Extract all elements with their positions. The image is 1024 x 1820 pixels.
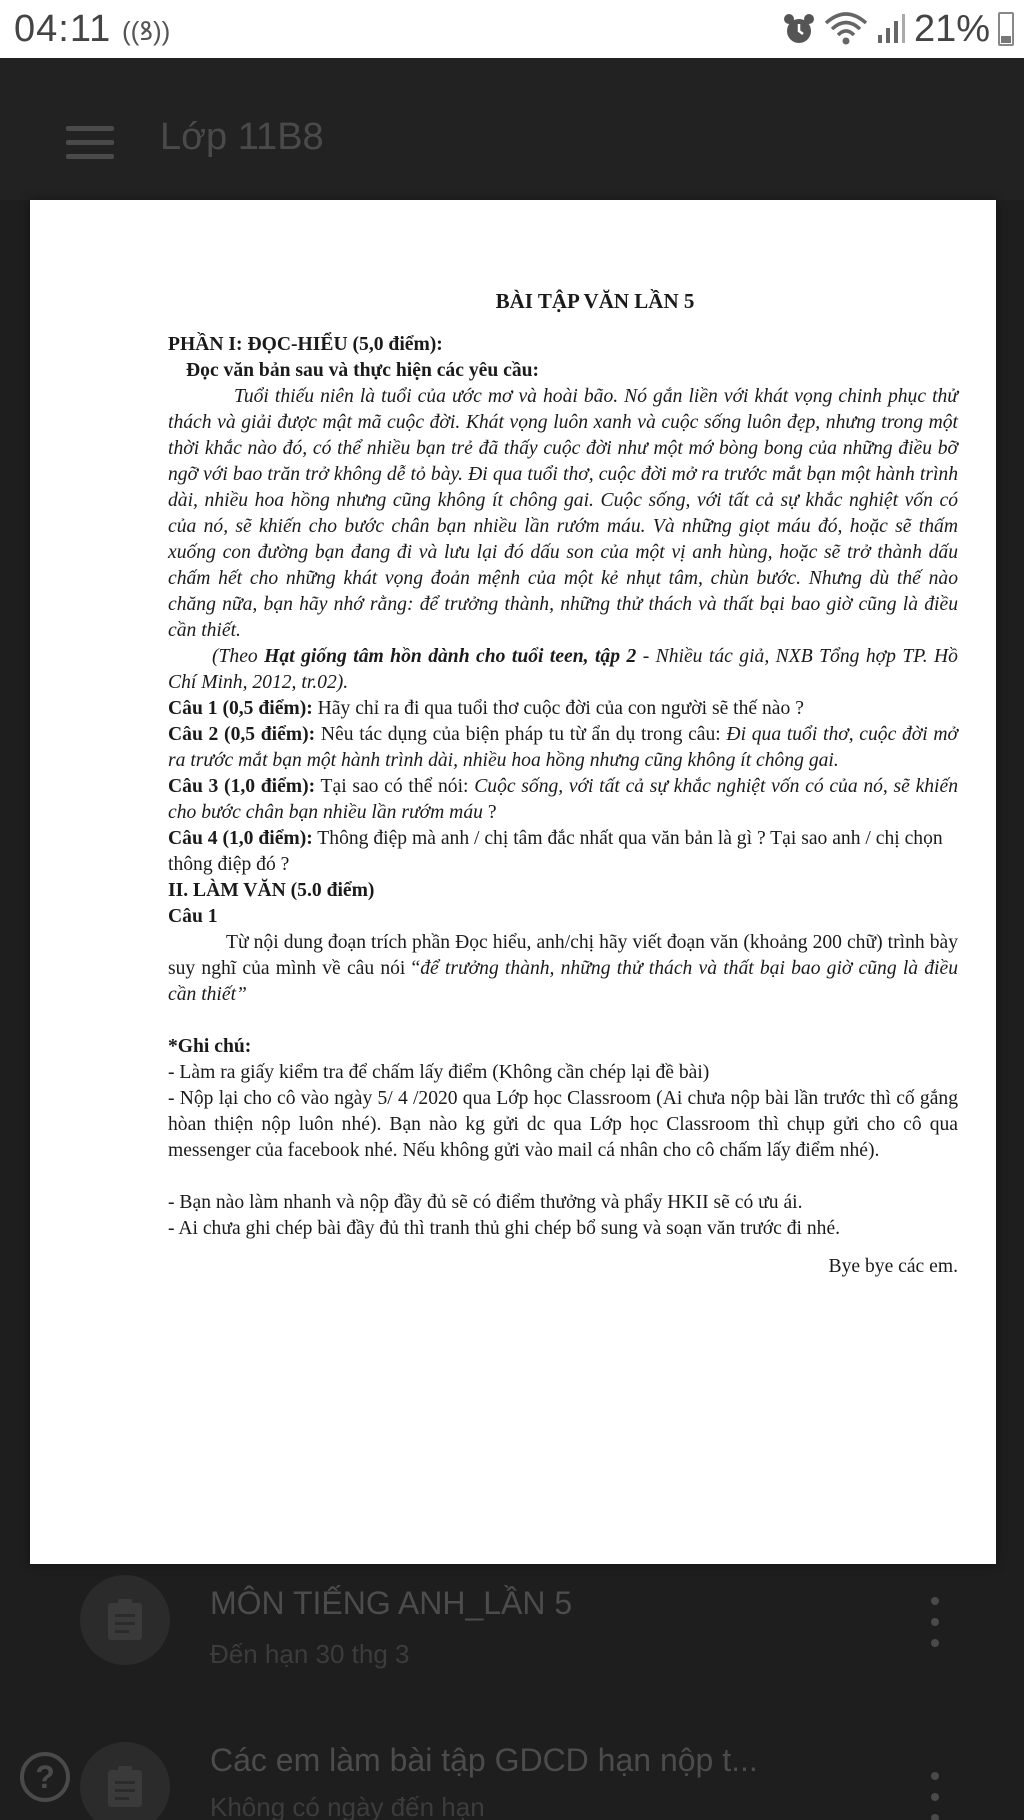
status-bar — [0, 0, 1024, 58]
q4-text: Thông điệp mà anh / chị tâm đắc nhất qua văn bản là gì ? Tại sao anh / chị chọn thông điệp đó ? — [168, 828, 943, 875]
battery-icon — [998, 12, 1014, 46]
stream-item-english[interactable] — [0, 1575, 1024, 1725]
signoff: Bye bye các em. — [828, 1256, 958, 1277]
q3-label: Câu 3 (1,0 điểm): — [168, 776, 316, 797]
q3-quote: Cuộc sống, với tất cả sự khắc nghiệt vốn có của nó, sẽ khiến cho bước chân bạn nhiều lần rướm máu — [168, 776, 958, 823]
app-bar — [0, 58, 1024, 200]
note-2: - Nộp lại cho cô vào ngày 5/ 4 /2020 qua Lớp học Classroom (Ai chưa nộp bài lần trước thì cố gắng hòan thiện nộp luôn nhé). Bạn nào kg gửi dc qua Lớp học Classroom thì chụp gửi cho cô qua messenger của facebook nhé. Nếu không gửi vào mail cá nhân cho cô chấm lấy điểm nhé). — [168, 1088, 958, 1161]
q4-label: Câu 4 (1,0 điểm): — [168, 828, 313, 849]
wifi-icon — [824, 11, 868, 47]
document-content — [168, 288, 958, 1280]
part1-instruction: Đọc văn bản sau và thực hiện các yêu cầu: — [186, 360, 540, 381]
help-icon[interactable]: ? — [20, 1752, 70, 1802]
question-2 — [168, 722, 958, 774]
essay-text: Từ nội dung đoạn trích phần Đọc hiểu, anh/chị hãy viết đoạn văn (khoảng 200 chữ) trình bày suy nghĩ của mình về câu nói “ — [168, 932, 958, 979]
reading-passage: Tuổi thiếu niên là tuổi của ước mơ và hoài bão. Nó gắn liền với khát vọng chinh phục thử thách và giải được mật mã cuộc đời. Khát vọng luôn xanh và cuộc sống luôn đẹp, nhưng trong một thời khắc nào đó, có thể nhiều bạn trẻ đã thấy cuộc đời như một mớ bòng bong của những điều bỡ ngỡ với bao trăn trở không dễ tỏ bày. Đi qua tuổi thơ, cuộc đời mở ra trước mắt bạn một hành trình dài, nhiều hoa hồng nhưng cũng không ít chông gai. Cuộc sống, với tất cả sự khắc nghiệt vốn có của nó, sẽ khiến cho bước chân bạn nhiều lần rướm máu. Và những giọt máu đó, hoặc sẽ thấm xuống con đường bạn đang đi và lưu lại đó dấu son của một vị anh hùng, hoặc sẽ trở thành dấu chấm hết cho những khát vọng đoản mệnh của một kẻ nhụt tâm, chùn bước. Nhưng dù thế nào chăng nữa, bạn hãy nhớ rằng: để trưởng thành, những thử thách và thất bại bao giờ cũng là điều cần thiết. — [168, 386, 958, 641]
broadcast-icon: ((ꝸ)) — [122, 16, 171, 46]
stream-item-gdcd[interactable] — [0, 1742, 1024, 1820]
part1-heading: PHẦN I: ĐỌC-HIỂU (5,0 điểm): — [168, 334, 443, 355]
q3-end: ? — [482, 802, 497, 823]
passage-source — [168, 644, 958, 696]
q2-label: Câu 2 (0,5 điểm): — [168, 724, 316, 745]
source-book: Hạt giống tâm hồn dành cho tuổi teen, tập 2 — [264, 646, 637, 667]
q2-text: Nêu tác dụng của biện pháp tu từ ẩn dụ trong câu: — [315, 724, 727, 745]
q1-text: Hãy chỉ ra đi qua tuổi thơ cuộc đời của con người sẽ thế nào ? — [312, 698, 804, 719]
class-title: Lớp 11B8 — [160, 116, 324, 158]
essay-quote: để trưởng thành, những thử thách và thất bại bao giờ cũng là điều cần thiết” — [168, 958, 958, 1005]
note-4: - Ai chưa ghi chép bài đầy đủ thì tranh thủ ghi chép bổ sung và soạn văn trước đi nhé. — [168, 1218, 841, 1239]
status-icons — [782, 6, 1014, 52]
assignment-icon — [80, 1575, 170, 1665]
document-page[interactable] — [30, 200, 996, 1564]
battery-percent: 21% — [913, 7, 990, 50]
question-4 — [168, 826, 958, 878]
question-3 — [168, 774, 958, 826]
essay-prompt — [168, 930, 958, 1008]
part2-question: Câu 1 — [168, 906, 218, 927]
stream-item-due: Đến hạn 30 thg 3 — [210, 1639, 410, 1669]
q1-label: Câu 1 (0,5 điểm): — [168, 698, 313, 719]
alarm-icon — [782, 12, 816, 46]
more-vert-icon[interactable] — [928, 1772, 942, 1820]
stream-item-title: Các em làm bài tập GDCD hạn nộp t... — [210, 1742, 758, 1778]
spacer — [168, 1008, 958, 1034]
spacer — [168, 1164, 958, 1190]
question-1 — [168, 696, 958, 722]
notes-heading: *Ghi chú: — [168, 1036, 252, 1057]
menu-icon[interactable] — [66, 126, 114, 160]
stream-item-due: Không có ngày đến hạn — [210, 1792, 485, 1820]
q3-text: Tại sao có thể nói: — [315, 776, 475, 797]
more-vert-icon[interactable] — [928, 1597, 942, 1647]
part2-heading: II. LÀM VĂN (5.0 điểm) — [168, 880, 375, 901]
signal-icon — [876, 13, 906, 45]
doc-title: BÀI TẬP VĂN LẦN 5 — [495, 289, 695, 313]
note-3: - Bạn nào làm nhanh và nộp đầy đủ sẽ có điểm thưởng và phẩy HKII sẽ có ưu ái. — [168, 1192, 803, 1213]
source-suffix: - Nhiều tác giả, NXB Tổng hợp TP. Hồ Chí Minh, 2012, tr.02). — [168, 646, 958, 693]
stream-item-title: MÔN TIẾNG ANH_LẦN 5 — [210, 1585, 573, 1621]
q2-quote: Đi qua tuổi thơ, cuộc đời mở ra trước mắt bạn một hành trình dài, nhiều hoa hồng nhưng cũng không ít chông gai. — [168, 724, 959, 771]
assignment-icon — [80, 1742, 170, 1820]
note-1: - Làm ra giấy kiểm tra để chấm lấy điểm (Không cần chép lại đề bài) — [168, 1062, 710, 1083]
source-prefix: (Theo — [212, 646, 265, 667]
status-time: 04:11 — [14, 8, 112, 50]
